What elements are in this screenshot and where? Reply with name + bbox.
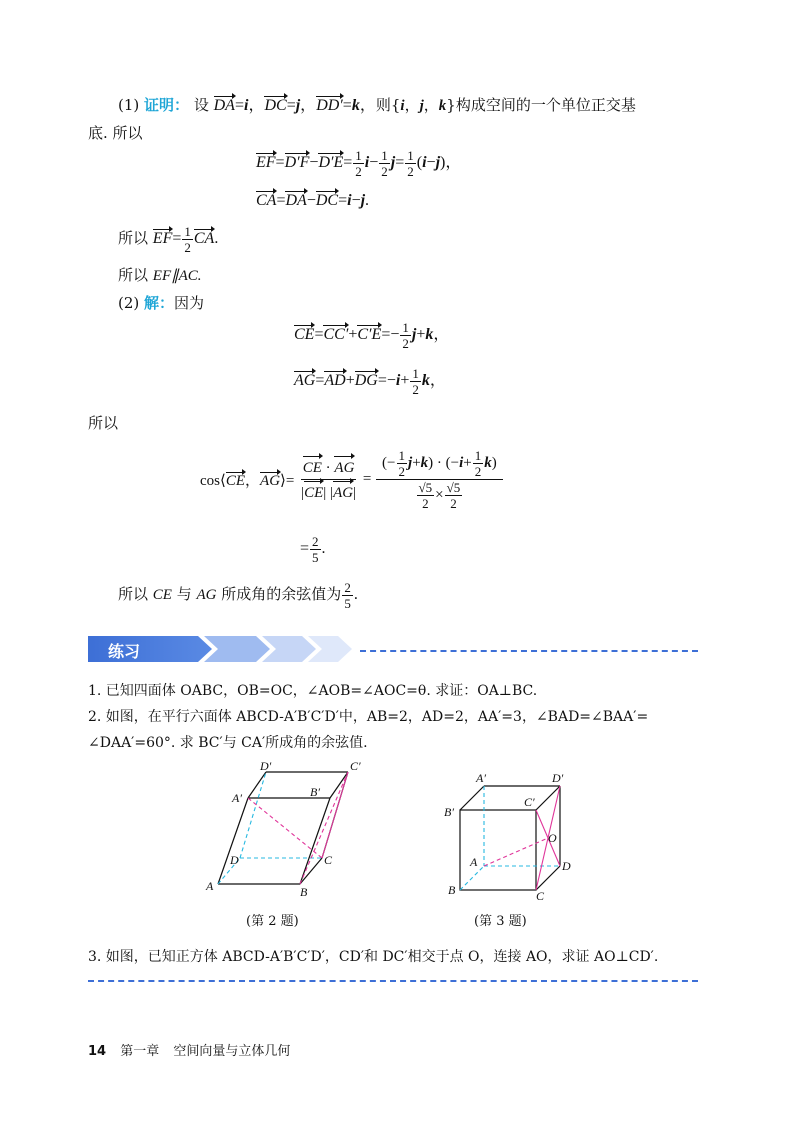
label-a: A <box>206 879 214 893</box>
label-c-prime: C′ <box>350 760 361 773</box>
label-a-prime: A′ <box>232 791 242 805</box>
label-a: A <box>470 855 478 869</box>
question-1: 1. 已知四面体 OABC，OB=OC，∠AOB=∠AOC=θ. 求证：OA⊥BC. <box>88 683 538 699</box>
figure-3-cube <box>440 770 580 900</box>
label-b-prime: B′ <box>444 805 454 819</box>
question-2-line1: 2. 如图，在平行六面体 ABCD-A′B′C′D′中，AB=2，AD=2，AA′=3，∠BAD=∠BAA′= <box>88 709 649 725</box>
so-label: 所以 <box>88 414 119 432</box>
solution-keyword: 解： <box>144 294 175 312</box>
question-2-line2: ∠DAA′=60°. 求 BC′与 CA′所成角的余弦值. <box>88 735 368 751</box>
label-b-prime: B′ <box>310 785 320 799</box>
label-o: O <box>548 831 557 845</box>
equation-ca: CA=DA−DC=i−j. <box>256 192 370 209</box>
figure-2-caption: (第 2 题) <box>246 914 299 929</box>
cosine-equation: cos⟨CE，AG⟩= $\frac{CE \cdot AG}{|CE| |AG|}$ = (− $\frac{1}{2}$ j+k) · (−i+ $\frac{1}{2}$ k) $\frac{√5}{2}$ × $\frac{√5}{2}$ <box>200 448 504 511</box>
label-c: C <box>324 853 333 867</box>
page-number: 14 <box>88 1044 107 1059</box>
label-a-prime: A′ <box>476 771 486 785</box>
exercise-title: 练习 <box>108 642 141 661</box>
final-statement: 所以 CE 与 AG 所成角的余弦值为 $\frac{2}{5}$ . <box>118 580 358 611</box>
chapter-title: 空间向量与立体几何 <box>173 1044 291 1059</box>
part2-line1: (2) 解：因为 <box>118 294 205 312</box>
figure-3-caption: (第 3 题) <box>474 914 527 929</box>
proof-keyword: 证明： <box>144 96 190 114</box>
label-d-prime: D′ <box>552 771 564 785</box>
conclusion-ef-ca: 所以 EF= $\frac{1}{2}$ CA. <box>118 224 219 255</box>
label-c: C <box>536 889 545 900</box>
bottom-dashed-line <box>88 980 698 982</box>
part1-line2: 底. 所以 <box>88 124 143 142</box>
figure-2-parallelepiped <box>200 760 370 900</box>
page-footer <box>88 1040 290 1059</box>
equation-ce: CE=CC′+C′E=− $\frac{1}{2}$ j+k， <box>294 320 450 351</box>
cosine-result: = $\frac{2}{5}$ . <box>300 534 326 565</box>
equation-ag: AG=AD+DG=−i+ $\frac{1}{2}$ k， <box>294 366 446 397</box>
label-c-prime: C′ <box>524 795 535 809</box>
equation-ef: EF=D′F−D′E= $\frac{1}{2}$ i− $\frac{1}{2}$ j= $\frac{1}{2}$ (i−j)， <box>256 148 462 179</box>
label-b: B <box>300 885 308 899</box>
chapter-label: 第一章 <box>120 1044 160 1059</box>
part1-line1: (1) 证明： 设 DA=i，DC=j，DD′=k，则{i，j，k}构成空间的一个单位正交基 <box>118 96 636 114</box>
label-b: B <box>448 883 456 897</box>
banner-dashed-line <box>360 650 698 652</box>
conclusion-parallel: 所以 EF∥AC. <box>118 266 202 284</box>
label-d-prime: D′ <box>260 760 272 773</box>
question-3: 3. 如图，已知正方体 ABCD-A′B′C′D′，CD′和 DC′相交于点 O，连接 AO，求证 AO⊥CD′. <box>88 949 659 965</box>
label-d: D <box>230 853 239 867</box>
label-d: D <box>562 859 571 873</box>
